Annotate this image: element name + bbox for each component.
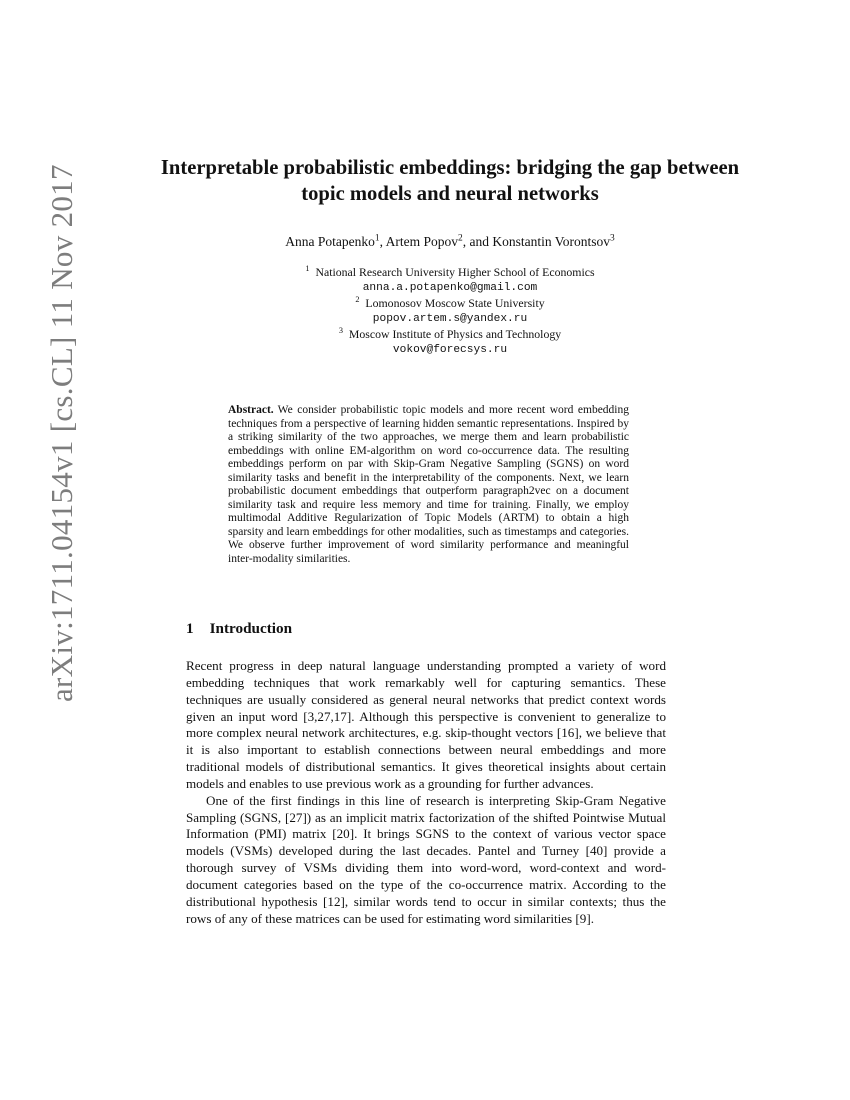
affiliation-marker: 3 [338, 326, 343, 336]
author-name: Konstantin Vorontsov [492, 234, 610, 249]
author-name: Artem Popov [385, 234, 458, 249]
author-affiliation-marker: 2 [458, 233, 463, 244]
affiliation-name: Lomonosov Moscow State University [365, 296, 545, 311]
affiliation-name: National Research University Higher School of Economics [315, 265, 595, 279]
author-separator: , [379, 234, 386, 249]
section-number: 1 [186, 620, 194, 637]
author-affiliation-marker: 3 [609, 233, 615, 244]
arxiv-sidebar-stamp [2, 164, 79, 710]
arxiv-identifier: arXiv:1711.04154v1 [cs.CL] 11 Nov 2017 [44, 164, 79, 702]
author-name: Anna Potapenko [285, 234, 375, 249]
affiliation-line [150, 265, 750, 281]
abstract [228, 404, 629, 567]
affiliation-email: vokov@forecsys.ru [392, 343, 508, 356]
affiliation-marker: 2 [355, 295, 360, 305]
affiliation-line [150, 296, 750, 312]
author-separator: , and [462, 234, 493, 249]
affiliation-email: popov.artem.s@yandex.ru [372, 312, 528, 325]
affiliation-line [150, 327, 750, 343]
paper-title: Interpretable probabilistic embeddings: bridging the gap between topic models and neural networks [160, 157, 740, 205]
body-paragraph: One of the first findings in this line of research is interpreting Skip-Gram Negative Sampling (SGNS, [27]) as an implicit matrix factorization of the shifted Pointwise Mutual Information (PMI) matrix [20]. It brings SGNS to the context of various vector space models (VSMs) developed during the last decades. Pantel and Turney [40] provide a thorough survey of VSMs dividing them into word-word, word-context and word-document categories based on the type of the co-occurrence matrix. According to the distributional hypothesis [12], similar words tend to occur in similar contexts; thus the rows of any of these matrices can be used for estimating word similarities [9]. [186, 792, 666, 926]
section-heading-introduction [186, 619, 292, 639]
affiliation-marker: 1 [305, 264, 310, 274]
abstract-label: Abstract. [228, 404, 274, 416]
affiliations [150, 265, 750, 359]
introduction-body [186, 658, 666, 928]
author-affiliation-marker: 1 [374, 233, 380, 244]
affiliation-name: Moscow Institute of Physics and Technology [348, 327, 562, 342]
author-list [150, 232, 750, 252]
section-title: Introduction [209, 620, 293, 637]
abstract-text: We consider probabilistic topic models and more recent word embedding techniques from a perspective of learning hidden semantic representations. Inspired by a striking similarity of the two approaches, we merge them and learn probabilistic embeddings with online EM-algorithm on word co-occurrence data. The resulting embeddings perform on par with Skip-Gram Negative Sampling (SGNS) on word similarity tasks and benefit in the interpretability of the components. Next, we learn probabilistic document embeddings that outperform paragraph2vec on a document similarity task and require less memory and time for training. Finally, we employ multimodal Additive Regularization of Topic Models (ARTM) to obtain a high sparsity and learn embeddings for other modalities, such as timestamps and categories. We observe further improvement of word similarity performance and meaningful inter-modality similarities. [228, 404, 629, 566]
affiliation-email: anna.a.potapenko@gmail.com [362, 281, 538, 294]
body-paragraph: Recent progress in deep natural language understanding prompted a variety of word embedding techniques that work remarkably well for capturing semantics. These techniques are usually considered as general neural networks that predict context words given an input word [3,27,17]. Although this perspective is convenient to generalize to more complex neural network architectures, e.g. skip-thought vectors [16], we believe that it is also important to establish connections between neural embeddings and more traditional models of distributional semantics. It gives theoretical insights about certain models and enables to use previous work as a grounding for further advances. [186, 658, 666, 791]
